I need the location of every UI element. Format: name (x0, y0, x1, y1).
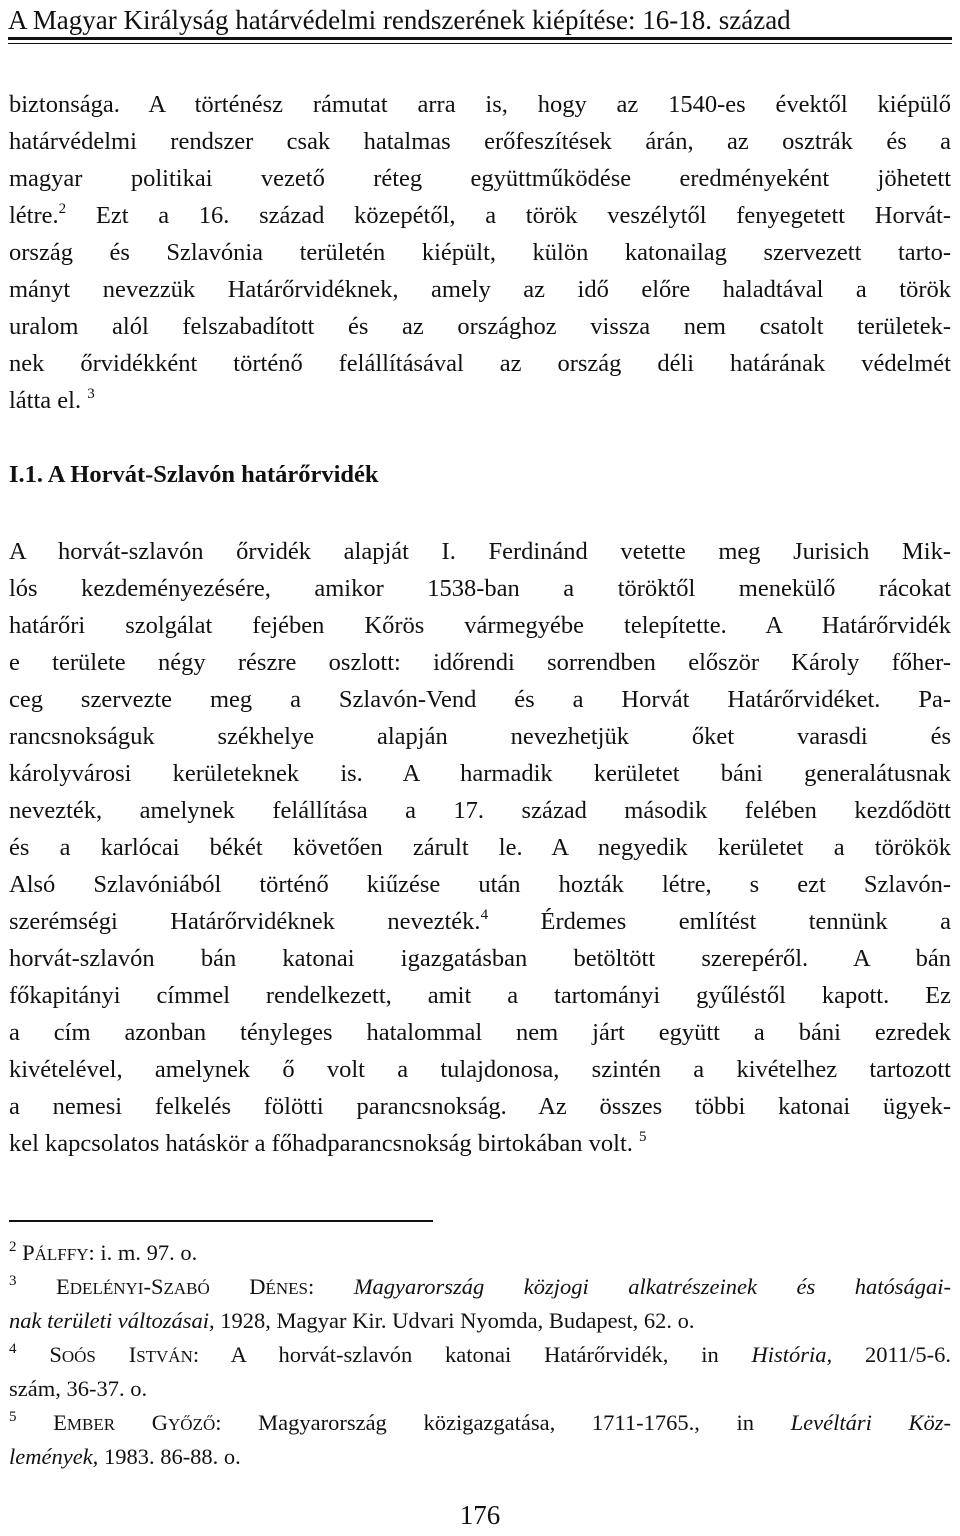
footnote-4 (9, 1338, 951, 1372)
text-line: a nemesi felkelés fölötti parancsnokság. Az összes többi katonai ügyek- (9, 1093, 951, 1120)
text-fragment: kel kapcsolatos hatáskör a főhadparancsnokság birtokában volt. (9, 1130, 633, 1157)
footnote-text: : i. m. 97. o. (88, 1240, 198, 1265)
text-fragment: létre. (9, 202, 59, 229)
author-smallcaps: DELÉNYI (69, 1279, 144, 1298)
text-line (9, 382, 951, 419)
text-line (9, 1125, 951, 1162)
footnote-number: 5 (9, 1409, 17, 1425)
journal-title: lemények, (9, 1444, 99, 1469)
author-initial: S (49, 1342, 62, 1367)
text-line: rancsnokságuk székhelye alapján nevezhetjük őket varasdi és (9, 723, 951, 750)
text-line: e területe négy részre oszlott: időrendi sorrendben először Károly főher- (9, 649, 951, 676)
book-title: nak területi változásai, (9, 1308, 215, 1333)
author-initial: S (150, 1274, 164, 1299)
text-line: károlyvárosi kerületeknek is. A harmadik kerületet báni generalátusnak (9, 760, 951, 787)
text-line: lós kezdeményezésére, amikor 1538-ban a töröktől menekülő rácokat (9, 575, 951, 602)
author-smallcaps: ZABÓ (163, 1279, 210, 1298)
text-line: ceg szervezte meg a Szlavón-Vend és a Horvát Határőrvidéket. Pa- (9, 686, 951, 713)
page-number: 176 (459, 1500, 501, 1530)
footnote-number: 4 (9, 1341, 17, 1357)
main-paragraph (9, 533, 951, 1162)
footnote-5 (9, 1406, 951, 1440)
intro-paragraph (9, 86, 951, 419)
footnote-text: 2011/5-6. (832, 1342, 952, 1367)
text-line: magyar politikai vezető réteg együttműködése eredményeként jöhetett (9, 165, 951, 192)
text-line: ország és Szlavónia területén kiépült, külön katonailag szervezett tarto- (9, 239, 951, 266)
header-rule (8, 37, 952, 40)
author-initial: I (128, 1342, 137, 1367)
footnote-5-cont (9, 1440, 951, 1474)
text-fragment: Ezt a 16. század közepétől, a török veszélytől fenyegetett Horvát- (66, 202, 951, 229)
author-smallcaps: ÁLFFY (34, 1245, 89, 1264)
footnotes (9, 1236, 951, 1474)
book-title: Magyarország közjogi alkatrészeinek és hatóságai- (353, 1274, 952, 1299)
text-line: határvédelmi rendszer csak hatalmas erőfeszítések árán, az osztrák és a (9, 128, 951, 155)
author-smallcaps: ÉNES (265, 1279, 309, 1298)
text-line: A horvát-szlavón őrvidék alapját I. Ferdinánd vetette meg Jurisich Mik- (9, 538, 951, 565)
text-line: a cím azonban tényleges hatalommal nem járt együtt a báni ezredek (9, 1019, 951, 1046)
journal-title: História, (751, 1342, 833, 1367)
text-line: és a karlócai békét követően zárult le. A negyedik kerületet a törökök (9, 834, 951, 861)
text-line: biztonsága. A történész rámutat arra is, hogy az 1540-es évektől kiépülő (9, 91, 951, 118)
text-line: Alsó Szlavóniából történő kiűzése után hozták létre, s ezt Szlavón- (9, 871, 951, 898)
footnote-3 (9, 1270, 951, 1304)
footnote-ref-4[interactable]: 4 (480, 907, 489, 923)
author-smallcaps: STVÁN (136, 1347, 193, 1366)
text-line: nek őrvidékként történő felállításával az ország déli határának védelmét (9, 350, 951, 377)
text-fragment: szerémségi Határőrvidéknek nevezték. (9, 908, 481, 935)
text-line: főkapitányi címmel rendelkezett, amit a tartományi gyűléstől kapott. Ez (9, 982, 951, 1009)
header-rule-thin (8, 43, 952, 44)
section-heading: I.1. A Horvát-Szlavón határőrvidék (9, 461, 379, 488)
author-initial: G (151, 1410, 168, 1435)
footnote-text: : Magyarország közigazgatása, 1711-1765., in (215, 1410, 754, 1435)
text-line: mányt nevezzük Határőrvidéknek, amely az idő előre haladtával a török (9, 276, 951, 303)
author-smallcaps: MBER (66, 1415, 116, 1434)
author-initial: D (249, 1274, 266, 1299)
text-fragment: látta el. (9, 387, 82, 414)
footnote-number: 2 (9, 1239, 17, 1255)
author-initial: E (56, 1274, 70, 1299)
author-initial: E (53, 1410, 67, 1435)
text-line: horvát-szlavón bán katonai igazgatásban betöltött szerepéről. A bán (9, 945, 951, 972)
text-line: határőri szolgálat fejében Kőrös vármegyébe telepítette. A Határőrvidék (9, 612, 951, 639)
footnote-4-cont: szám, 36-37. o. (9, 1376, 148, 1401)
footnote-number: 3 (9, 1273, 17, 1289)
journal-title: Levéltári Köz- (790, 1410, 952, 1435)
footnote-separator (9, 1220, 433, 1222)
footnote-colon: : (308, 1274, 315, 1299)
footnote-ref-2[interactable]: 2 (58, 201, 67, 217)
footnote-ref-3[interactable]: 3 (87, 386, 95, 402)
footnote-text: 1983. 86-88. o. (98, 1444, 241, 1469)
text-line: nevezték, amelynek felállítása a 17. század második felében kezdődött (9, 797, 951, 824)
footnote-ref-5[interactable]: 5 (639, 1129, 647, 1145)
footnote-2 (9, 1236, 951, 1270)
author-separator: - (143, 1274, 151, 1299)
author-smallcaps: YŐZŐ (168, 1415, 216, 1434)
author-initial: P (22, 1240, 35, 1265)
text-fragment: Érdemes említést tennünk a (488, 908, 951, 935)
footnote-text: 1928, Magyar Kir. Udvari Nyomda, Budapest, 62. o. (214, 1308, 695, 1333)
running-header: A Magyar Királyság határvédelmi rendszerének kiépítése: 16-18. század (8, 5, 791, 35)
footnote-text: : A horvát-szlavón katonai Határőrvidék, in (192, 1342, 719, 1367)
text-line (9, 903, 951, 940)
text-line (9, 197, 951, 234)
footnote-3-cont (9, 1304, 951, 1338)
author-smallcaps: OÓS (61, 1347, 96, 1366)
text-line: uralom alól felszabadított és az országhoz vissza nem csatolt területek- (9, 313, 951, 340)
text-line: kivételével, amelynek ő volt a tulajdonosa, szintén a kivételhez tartozott (9, 1056, 951, 1083)
